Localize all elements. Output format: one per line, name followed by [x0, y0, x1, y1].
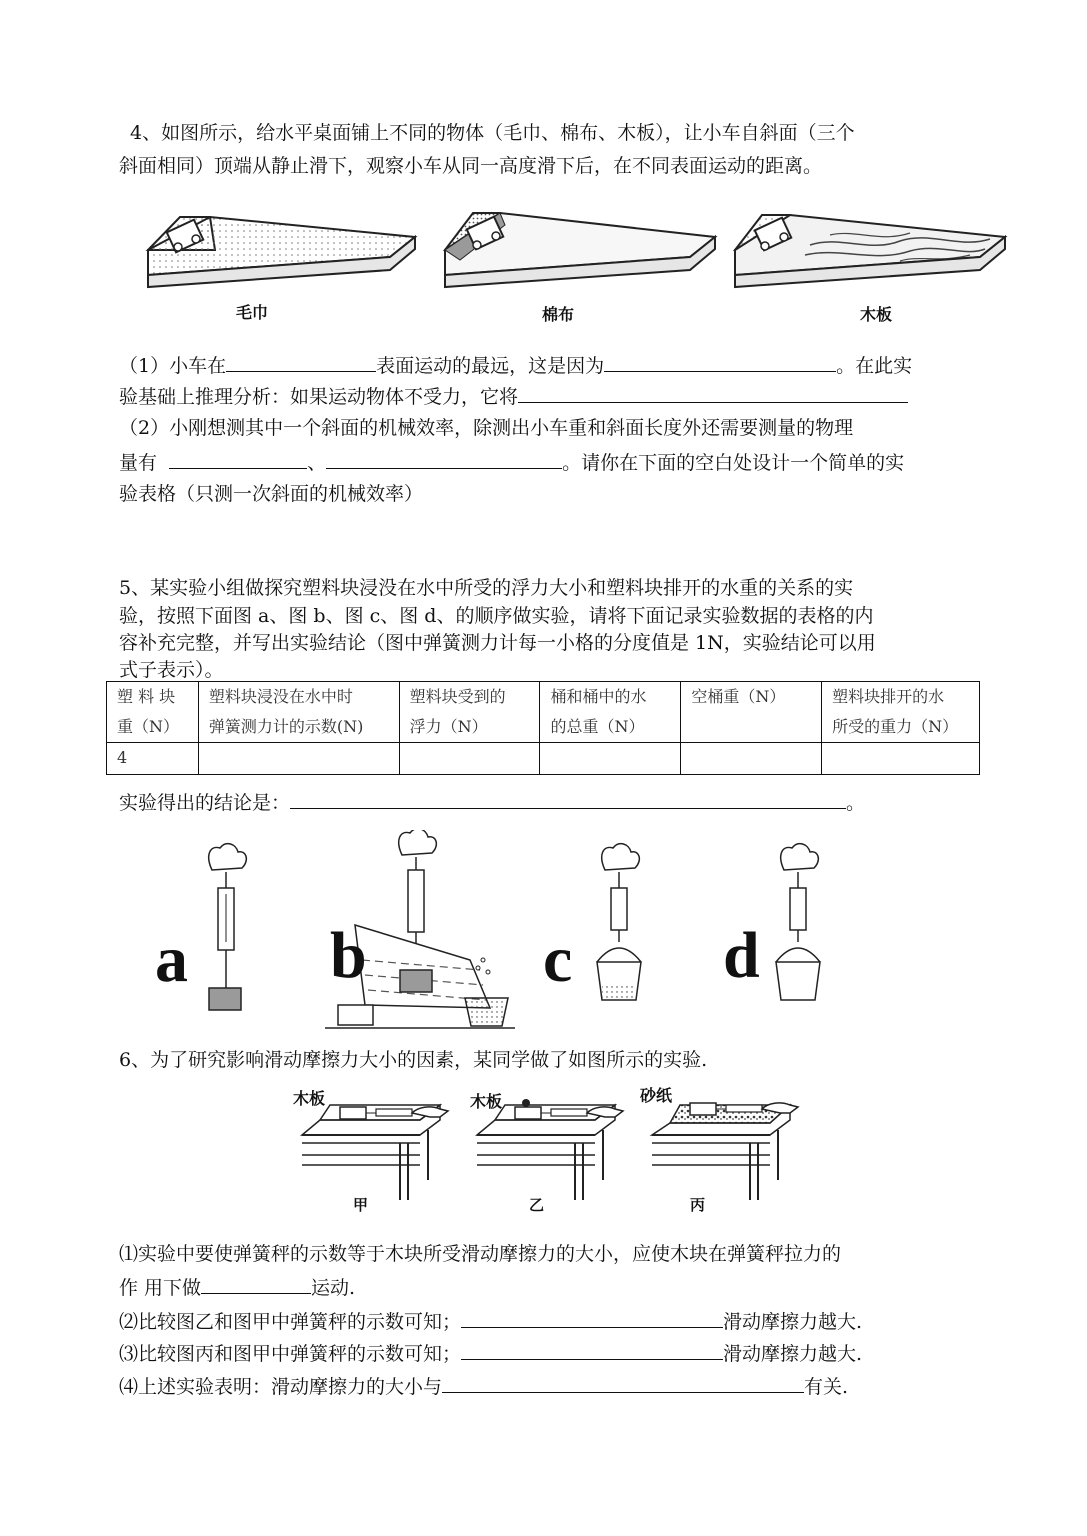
q6-p4-text-b: 有关.: [804, 1376, 849, 1398]
answer-blank-compare-yi[interactable]: [461, 1305, 723, 1328]
table-header: 塑料块浸没在水中时 弹簧测力计的示数(N): [198, 682, 399, 743]
q6-p1-line-2: [119, 1271, 355, 1303]
q5-intro-line-4: 式子表示）。: [119, 659, 224, 681]
table-header: 塑料块排开的水 所受的重力（N）: [822, 682, 980, 743]
q6-p3-text-a: ⑶比较图丙和图甲中弹簧秤的示数可知；: [119, 1343, 462, 1365]
q4-intro-line-1: 4、如图所示，给水平桌面铺上不同的物体（毛巾、棉布、木板），让小车自斜面（三个: [130, 122, 855, 144]
answer-blank-compare-bing[interactable]: [461, 1337, 723, 1360]
table-cell[interactable]: [198, 743, 399, 775]
q4-p2-sep: 、: [307, 452, 327, 474]
answer-blank-motion-type[interactable]: [201, 1271, 311, 1294]
q6-p4-text-a: ⑷上述实验表明：滑动摩擦力的大小与: [119, 1376, 443, 1398]
answer-blank-conclusion[interactable]: [290, 786, 846, 809]
q6-p2-text-b: 滑动摩擦力越大.: [723, 1311, 863, 1333]
friction-figure: [290, 1085, 820, 1220]
ramp-cotton: [445, 213, 715, 287]
q4-intro-line-2: 斜面相同）顶端从静止滑下，观察小车从同一高度滑下后，在不同表面运动的距离。: [119, 155, 823, 177]
q5-intro-line-3: 容补充完整，并写出实验结论（图中弹簧测力计每一小格的分度值是 1N，实验结论可以用: [119, 632, 876, 654]
answer-blank-reason[interactable]: [604, 349, 836, 372]
friction-table-1: [302, 1105, 448, 1200]
table-cell[interactable]: [399, 743, 540, 775]
answer-blank-quantity-1[interactable]: [169, 446, 307, 469]
ramp-towel: [148, 217, 415, 287]
table-cell[interactable]: [540, 743, 681, 775]
table-cell[interactable]: 4: [107, 743, 199, 775]
q6-p4-line: [119, 1370, 848, 1402]
q6-intro: 6、为了研究影响滑动摩擦力大小的因素，某同学做了如图所示的实验.: [119, 1049, 708, 1071]
q4-p2-line-3: 验表格（只测一次斜面的机械效率）: [119, 483, 424, 505]
q4-p2-text-b: 。请你在下面的空白处设计一个简单的实: [562, 452, 905, 474]
table-header: 空桶重（N）: [681, 682, 822, 743]
table-header: 塑料块受到的 浮力（N）: [399, 682, 540, 743]
q6-p2-line: [119, 1305, 862, 1337]
q5-conclusion-label: 实验得出的结论是：: [119, 792, 291, 814]
table-cell[interactable]: [822, 743, 980, 775]
q6-p3-line: [119, 1337, 862, 1369]
q4-p2-line-1: （2）小刚想测其中一个斜面的机械效率，除测出小车重和斜面长度外还需要测量的物理: [119, 417, 854, 439]
table-header-row: [107, 682, 980, 743]
figure-label-d: d: [723, 919, 760, 992]
figure-label-a: a: [155, 923, 188, 996]
q5-intro-line-2: 验，按照下面图 a、图 b、图 c、图 d、的顺序做实验，请将下面记录实验数据的表格的内: [119, 605, 874, 627]
q5-intro-line-1: 5、某实验小组做探究塑料块浸没在水中所受的浮力大小和塑料块排开的水重的关系的实: [119, 577, 854, 599]
q4-p1-text-a: （1）小车在: [119, 355, 227, 377]
ramp-label-towel: 毛巾: [236, 303, 269, 322]
answer-blank-motion[interactable]: [518, 380, 908, 403]
q6-p3-text-b: 滑动摩擦力越大.: [723, 1343, 863, 1365]
q4-p1-text-b: 表面运动的最远，这是因为: [376, 355, 605, 377]
answer-blank-factors[interactable]: [442, 1370, 804, 1393]
scale-a: [209, 844, 247, 1010]
ramp-label-wood: 木板: [860, 305, 893, 324]
q4-p2-line-2: [119, 446, 904, 478]
q5-conclusion-line: [119, 786, 865, 818]
q6-p1-text-a: 作 用下做: [119, 1277, 202, 1299]
surface-label-wood-2: 木板: [470, 1092, 503, 1111]
figure-label-c: c: [543, 923, 573, 996]
table-header: 塑 料 块 重（N）: [107, 682, 199, 743]
surface-label-wood-1: 木板: [293, 1089, 326, 1108]
figure-label-bing: 丙: [690, 1196, 706, 1214]
q4-p1-text-d: 验基础上推理分析：如果运动物体不受力，它将: [119, 386, 519, 408]
table-header: 桶和桶中的水 的总重（N）: [540, 682, 681, 743]
answer-blank-surface[interactable]: [226, 349, 376, 372]
surface-label-sandpaper: 砂纸: [640, 1086, 673, 1105]
q6-p1-text-b: 运动.: [311, 1277, 356, 1299]
table-cell[interactable]: [681, 743, 822, 775]
q4-p1-text-c: 。在此实: [836, 355, 913, 377]
q4-p1-line-1: [119, 349, 912, 381]
q6-p1-line-1: ⑴实验中要使弹簧秤的示数等于木块所受滑动摩擦力的大小，应使木块在弹簧秤拉力的: [119, 1243, 842, 1265]
table-row: [107, 743, 980, 775]
friction-table-3: [652, 1103, 798, 1200]
scale-d: [776, 844, 820, 1000]
q5-conclusion-end: 。: [846, 792, 866, 814]
q4-p2-text-a: 量有: [119, 452, 158, 474]
figure-label-jia: 甲: [353, 1196, 369, 1214]
figure-label-yi: 乙: [529, 1196, 545, 1214]
q4-p1-line-2: [119, 380, 908, 412]
ramp-label-cotton: 棉布: [542, 305, 575, 324]
scale-c: [597, 844, 641, 1000]
buoyancy-data-table: [106, 681, 980, 775]
q6-p2-text-a: ⑵比较图乙和图甲中弹簧秤的示数可知；: [119, 1311, 462, 1333]
ramp-wood: [735, 215, 1005, 287]
figure-label-b: b: [330, 919, 367, 992]
answer-blank-quantity-2[interactable]: [326, 446, 562, 469]
friction-table-2: [477, 1099, 623, 1200]
